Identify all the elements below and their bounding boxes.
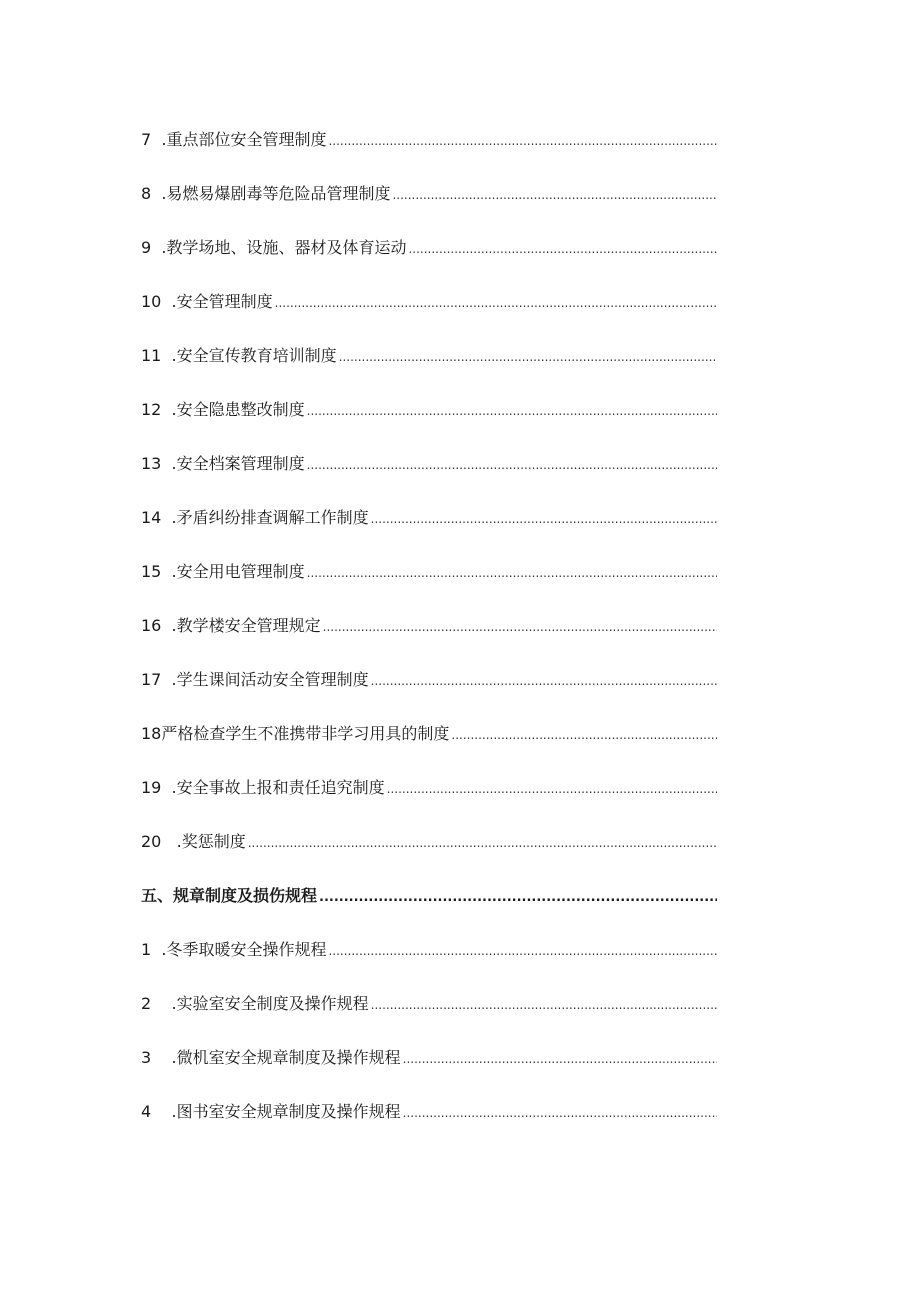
toc-entry-number: 3 [141,1048,172,1067]
toc-dot-leader [307,399,717,423]
toc-entry-title: .矛盾纠纷排查调解工作制度 [171,508,369,527]
toc-entry-number: 18 [141,724,162,743]
toc-entry-13 [141,452,717,506]
toc-dot-leader [275,291,717,315]
toc-entry-15 [141,560,717,614]
toc-dot-leader [328,939,717,963]
toc-dot-leader [319,886,717,910]
toc-entry-number: 17 [141,670,172,689]
toc-entry-14 [141,506,717,560]
toc-entry-11 [141,344,717,398]
toc-entry-number: 2 [141,994,172,1013]
toc-section-title: 规章制度及损伤规程 [173,886,318,905]
toc-entry-5-1 [141,938,717,992]
toc-entry-number: 4 [141,1102,172,1121]
toc-entry-number: 12 [141,400,172,419]
toc-entry-title: .教学楼安全管理规定 [171,616,321,635]
toc-entry-5-3 [141,1046,717,1100]
toc-entry-title: .安全档案管理制度 [171,454,305,473]
toc-dot-leader [371,669,717,693]
toc-entry-title: .实验室安全制度及操作规程 [171,994,369,1013]
toc-dot-leader [339,345,717,369]
toc-dot-leader [392,183,717,207]
toc-entry-12 [141,398,717,452]
toc-dot-leader [307,453,717,477]
toc-entry-title: .安全管理制度 [171,292,273,311]
toc-entry-8 [141,182,717,236]
toc-entry-title: .安全用电管理制度 [171,562,305,581]
toc-entry-10 [141,290,717,344]
toc-entry-title: 严格检查学生不准携带非学习用具的制度 [161,724,450,743]
toc-entry-18 [141,722,717,776]
toc-entry-title: .奖惩制度 [176,832,246,851]
toc-section-number: 五、 [141,886,174,905]
toc-entry-title: .教学场地、设施、器材及体育运动 [161,238,407,257]
toc-entry-number: 19 [141,778,172,797]
toc-entry-number: 15 [141,562,172,581]
toc-entry-number: 16 [141,616,172,635]
toc-dot-leader [371,993,717,1017]
toc-dot-leader [403,1047,717,1071]
toc-entry-title: .安全宣传教育培训制度 [171,346,337,365]
toc-dot-leader [387,777,717,801]
toc-entry-number: 7 [141,130,162,149]
toc-entry-number: 1 [141,940,162,959]
toc-entry-16 [141,614,717,668]
toc-entry-number: 10 [141,292,172,311]
toc-dot-leader [328,129,717,153]
toc-dot-leader [408,237,717,261]
toc-entry-9 [141,236,717,290]
toc-dot-leader [371,507,717,531]
toc-entry-title: .冬季取暖安全操作规程 [161,940,327,959]
toc-dot-leader [451,723,717,747]
toc-section-heading [141,884,717,938]
toc-dot-leader [248,831,717,855]
toc-entry-number: 14 [141,508,172,527]
toc-entry-5-2 [141,992,717,1046]
toc-entry-number: 8 [141,184,162,203]
toc-entry-title: .微机室安全规章制度及操作规程 [171,1048,401,1067]
toc-entry-number: 20 [141,832,177,851]
toc-entry-title: .易燃易爆剧毒等危险品管理制度 [161,184,391,203]
toc-entry-number: 9 [141,238,162,257]
toc-entry-19 [141,776,717,830]
toc-dot-leader [403,1101,717,1125]
toc-entry-number: 11 [141,346,172,365]
toc-entry-17 [141,668,717,722]
toc-entry-title: .重点部位安全管理制度 [161,130,327,149]
toc-entry-title: .学生课间活动安全管理制度 [171,670,369,689]
toc-entry-title: .安全隐患整改制度 [171,400,305,419]
table-of-contents [141,128,717,1154]
toc-entry-5-4 [141,1100,717,1154]
toc-dot-leader [307,561,717,585]
toc-entry-7 [141,128,717,182]
toc-entry-20 [141,830,717,884]
toc-entry-number: 13 [141,454,172,473]
toc-dot-leader [323,615,717,639]
toc-entry-title: .安全事故上报和责任追究制度 [171,778,385,797]
toc-entry-title: .图书室安全规章制度及操作规程 [171,1102,401,1121]
